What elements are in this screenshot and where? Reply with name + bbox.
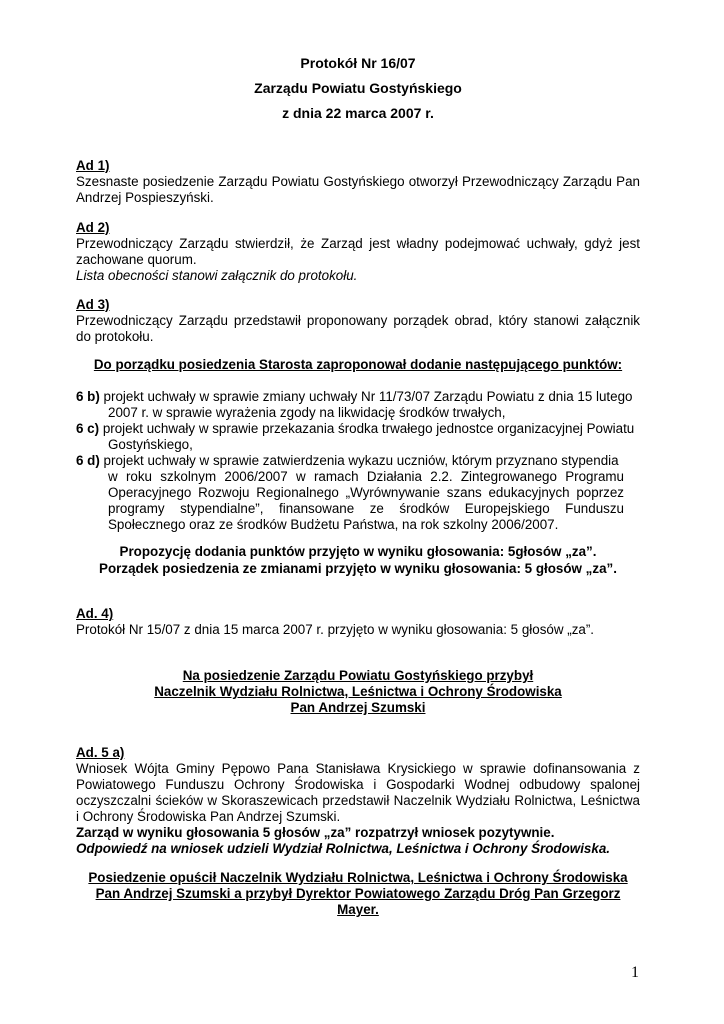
ad5a-response: Odpowiedź na wniosek udzieli Wydział Rolnictwa, Leśnictwa i Ochrony Środowiska. [76, 841, 610, 856]
departure-line-3: Mayer. [337, 902, 379, 917]
proposal-heading: Do porządku posiedzenia Starosta zaproponował dodanie następującego punktów: [93, 357, 623, 372]
page-number: 1 [631, 964, 639, 981]
ad4-text: Protokół Nr 15/07 z dnia 15 marca 2007 r. przyjęto w wyniku głosowania: 5 głosów „za”. [76, 622, 595, 637]
departure-line-1: Posiedzenie opuścił Naczelnik Wydziału Rolnictwa, Leśnictwa i Ochrony Środowiska [88, 870, 628, 885]
vote-proposal: Propozycję dodania punktów przyjęto w wyniku głosowania: 5głosów „za”. [119, 544, 597, 559]
agenda-item-6d: 6 d) projekt uchwały w sprawie zatwierdzenia wykazu uczniów, którym przyznano stypendia w roku szkolnym 2006/2007 w ramach Działania 2.2. Zintegrowanego Programu Operacyjnego Rozwoju Regionalnego „Wyrównywanie szans edukacyjnych poprzez programy stypendialne”, finansowane ze środków Europejskiego Funduszu Społecznego oraz ze środków Budżetu Państwa, na rok szkolny 2006/2007. [76, 453, 624, 532]
ad1-text: Szesnaste posiedzenie Zarządu Powiatu Gostyńskiego otworzył Przewodniczący Zarządu Pan Andrzej Pospieszyński. [76, 174, 640, 205]
agenda-item-6b: 6 b) projekt uchwały w sprawie zmiany uchwały Nr 11/73/07 Zarządu Powiatu z dnia 15 lutego 2007 r. w sprawie wyrażenia zgody na likwidację środków trwałych, [76, 389, 633, 420]
ad4-heading: Ad. 4) [76, 606, 114, 621]
ad5a-decision: Zarząd w wyniku głosowania 5 głosów „za” rozpatrzył wniosek pozytywnie. [76, 825, 555, 840]
agenda-item-6c: 6 c) projekt uchwały w sprawie przekazania środka trwałego jednostce organizacyjnej Powiatu Gostyńskiego, [76, 421, 635, 452]
vote-agenda: Porządek posiedzenia ze zmianami przyjęto w wyniku głosowania: 5 głosów „za”. [99, 561, 617, 576]
ad3-text: Przewodniczący Zarządu przedstawił proponowany porządek obrad, który stanowi załącznik do protokołu. [76, 313, 640, 344]
arrival-line-1: Na posiedzenie Zarządu Powiatu Gostyńskiego przybył [182, 668, 534, 683]
departure-line-2: Pan Andrzej Szumski a przybył Dyrektor Powiatowego Zarządu Dróg Pan Grzegorz [95, 886, 621, 901]
ad2-note: Lista obecności stanowi załącznik do protokołu. [76, 268, 358, 283]
board-title: Zarządu Powiatu Gostyńskiego [254, 80, 462, 96]
protocol-title: Protokół Nr 16/07 [300, 55, 416, 71]
ad3-heading: Ad 3) [76, 297, 110, 312]
ad2-text: Przewodniczący Zarządu stwierdził, że Zarząd jest władny podejmować uchwały, gdyż jest zachowane quorum. [76, 236, 640, 267]
ad2-heading: Ad 2) [76, 220, 110, 235]
arrival-line-2: Naczelnik Wydziału Rolnictwa, Leśnictwa i Ochrony Środowiska [154, 684, 562, 699]
date-title: z dnia 22 marca 2007 r. [282, 105, 434, 121]
ad5a-text: Wniosek Wójta Gminy Pępowo Pana Stanisława Krysickiego w sprawie dofinansowania z Powiatowego Funduszu Ochrony Środowiska i Gospodarki Wodnej odbudowy spalonej oczyszczalni ścieków w Skoraszewicach przedstawił Naczelnik Wydziału Rolnictwa, Leśnictwa i Ochrony Środowiska Pan Andrzej Szumski. [76, 761, 640, 824]
arrival-line-3: Pan Andrzej Szumski [290, 700, 426, 715]
ad1-heading: Ad 1) [76, 158, 110, 173]
ad5a-heading: Ad. 5 a) [76, 745, 125, 760]
